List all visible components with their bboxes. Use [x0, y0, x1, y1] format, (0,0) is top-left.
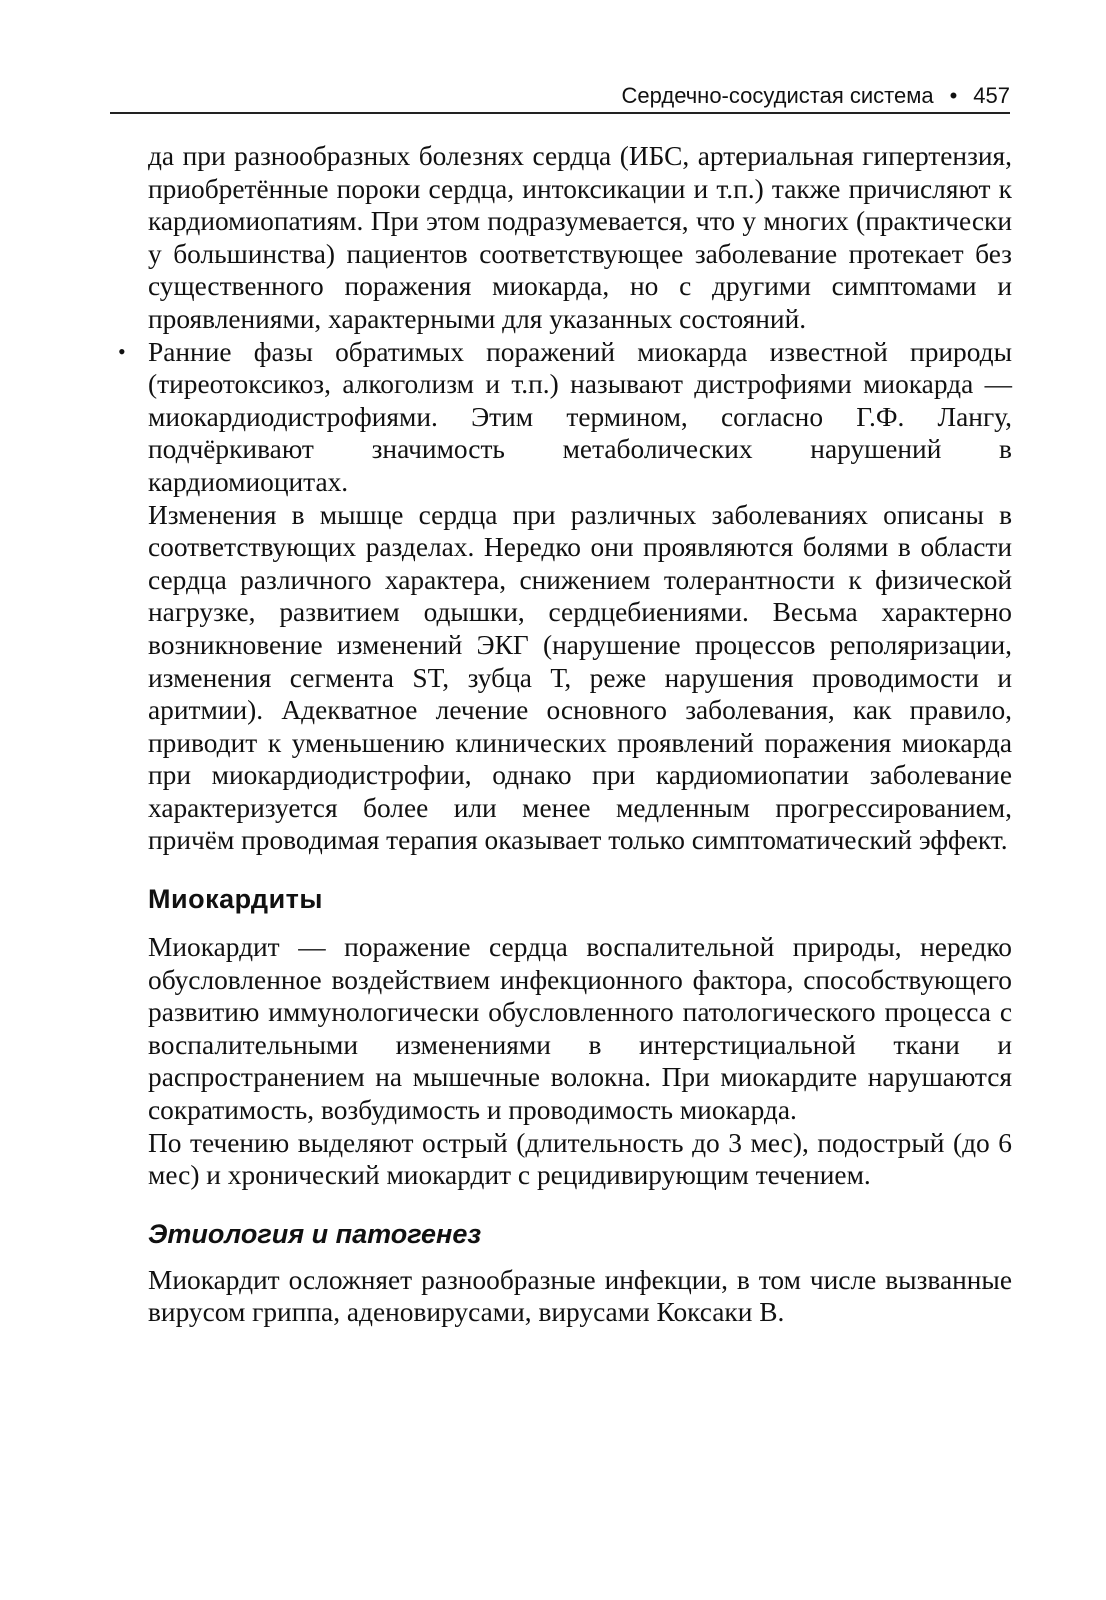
running-head: [110, 84, 1010, 114]
subsection-heading-etiology: Этиология и патогенез: [148, 1218, 482, 1249]
paragraph-etiology: Миокардит осложняет разнообразные инфекции, в том числе вызванные вирусом гриппа, аденовирусами, вирусами Коксаки В.: [148, 1264, 1012, 1328]
paragraph-myocarditis-definition: Миокардит — поражение сердца воспалительной природы, нередко обусловленное воздействием инфекционного фактора, способствующего развитию иммунологически обусловленного патологического процесса с воспалительными изменениями в интерстициальной ткани и распространением на мышечные волокна. При миокардите нарушаются сократимость, возбудимость и проводимость миокарда.: [148, 932, 1012, 1126]
section-heading-myocarditis: Миокардиты: [148, 884, 323, 915]
bullet-item: [118, 336, 1012, 499]
bullet-text: Ранние фазы обратимых поражений миокарда известной природы (тиреотоксикоз, алкоголизм и т.п.) называют дистрофиями миокарда — миокардиодистрофиями. Этим термином, согласно Г.Ф. Лангу, подчёркивают значимость метаболических нарушений в кардиомиоцитах.: [148, 336, 1012, 497]
page-number: 457: [973, 83, 1010, 108]
paragraph-continuation: да при разнообразных болезнях сердца (ИБС, артериальная гипертензия, приобретённые пороки сердца, интоксикации и т.п.) также причисляют к кардиомиопатиям. При этом подразумевается, что у многих (практически у большинства) пациентов соответствующее заболевание протекает без существенного поражения миокарда, но с другими симптомами и проявлениями, характерными для указанных состояний.: [148, 141, 1012, 334]
bullet-icon: •: [118, 338, 126, 364]
page-body: [118, 140, 1012, 1329]
paragraph-myocarditis-course: По течению выделяют острый (длительность до 3 мес), подострый (до 6 мес) и хронический миокардит с рецидивирующим течением.: [148, 1127, 1012, 1191]
running-head-title: Сердечно-сосудистая система: [621, 83, 934, 108]
paragraph-myocardial-changes: Изменения в мышце сердца при различных заболеваниях описаны в соответствующих разделах. Нередко они проявляются болями в области сердца различного характера, снижением толерантности к физической нагрузке, развитием одышки, сердцебиениями. Весьма характерно возникновение изменений ЭКГ (нарушение процессов реполяризации, изменения сегмента ST, зубца Т, реже нарушения проводимости и аритмии). Адекватное лечение основного заболевания, как правило, приводит к уменьшению клинических проявлений поражения миокарда при миокардиодистрофии, однако при кардиомиопатии заболевание характеризуется более или менее медленным прогрессированием, причём проводимая терапия оказывает только симптоматический эффект.: [148, 499, 1012, 856]
running-head-separator: •: [949, 83, 958, 108]
